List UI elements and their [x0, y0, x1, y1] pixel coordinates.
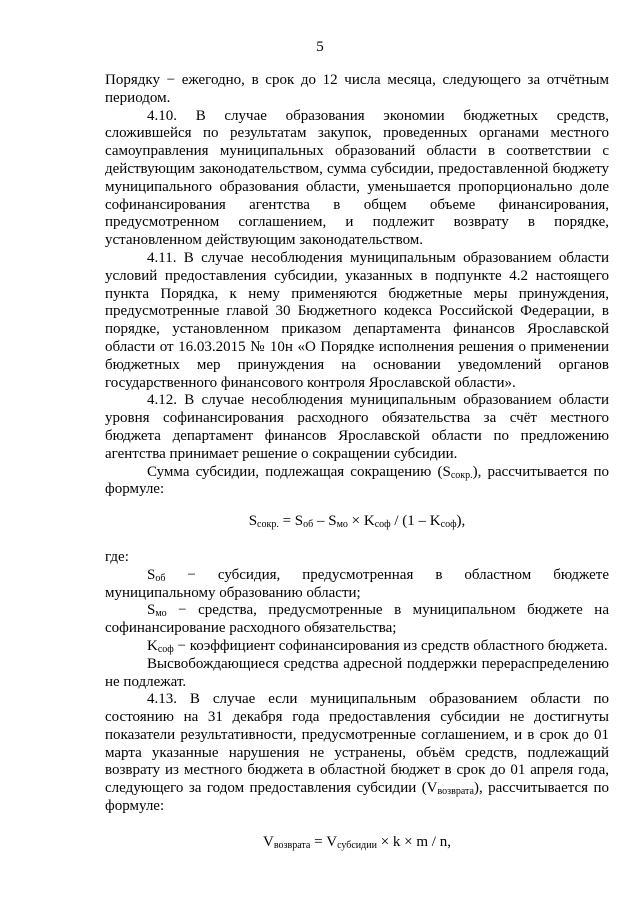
where-label: где: — [105, 548, 129, 565]
subscript: соф — [157, 643, 174, 655]
subscript: об — [155, 572, 166, 584]
text-run: ), рассчитывается по формуле: — [105, 463, 609, 498]
formula-term: V — [263, 833, 274, 850]
paragraph-reduction-sum — [105, 464, 609, 500]
subscript: возврата — [437, 786, 474, 798]
formula-reduction — [105, 513, 609, 531]
subscript: субсидии — [337, 839, 377, 851]
text-run: Сумма субсидии, подлежащая сокращению (S — [147, 463, 451, 480]
definition-s-ob — [105, 567, 609, 603]
formula-term: = S — [278, 513, 304, 530]
subscript: соф — [440, 519, 457, 531]
subscript: возврата — [273, 839, 311, 851]
subscript: сокр. — [450, 469, 473, 481]
definition-text: − средства, предусмотренные в муниципальном бюджете на софинансирование расходного обязательства; — [105, 602, 609, 637]
paragraph-4-11: 4.11. В случае несоблюдения муниципальным образованием области условий предоставления субсидии, указанных в подпункте 4.2 настоящего пункта Порядка, к нему применяются бюджетные меры принуждения, предусмотренные главой 30 Бюджетного кодекса Российской Федерации, в порядке, установленном приказом департамента финансов Ярославской области от 16.03.2015 № 10н «О Порядке исполнения решения о применении бюджетных мер принуждения на основании уведомлений органов государственного финансового контроля Ярославской области». — [105, 249, 609, 391]
formula-term: × K — [347, 513, 375, 530]
subscript: соф — [374, 519, 391, 531]
subscript: сокр. — [257, 519, 279, 531]
text-run: 4.13. В случае если муниципальным образованием области по состоянию на 31 декабря года предоставления субсидии не достигнуты показатели результативности, предусмотренные соглашением, и в срок до 01 марта указанные нарушения не устранены, объём средств, подлежащий возврату из местного бюджета в областной бюджет в срок до 01 апреля года, следующего за годом предоставления субсидии (V — [105, 691, 609, 797]
paragraph-4-10: 4.10. В случае образования экономии бюджетных средств, сложившейся по результатам закупок, проведенных органами местного самоуправления муниципальных образований области в соответствии с действующим законодательством, сумма субсидии, предоставленной бюджету муниципального образования области, уменьшается пропорционально доле софинансирования агентства в общем объеме финансирования, предусмотренном соглашением, и подлежит возврату в порядке, установленном действующим законодательством. — [105, 107, 609, 249]
formula-term: = V — [310, 833, 338, 850]
text-run: ), рассчитывается по формуле: — [105, 780, 609, 815]
paragraph-continuation: Порядку − ежегодно, в срок до 12 числа месяца, следующего за отчётным периодом. — [105, 72, 609, 106]
formula-term: ), — [456, 513, 466, 530]
formula-term: – S — [313, 513, 337, 530]
definition-k-sof — [105, 638, 609, 656]
subscript: об — [303, 519, 314, 531]
formula-term: × k × m / n, — [376, 833, 451, 850]
paragraph-released-funds: Высвобождающиеся средства адресной поддержки перераспределению не подлежат. — [105, 655, 609, 690]
symbol: K — [147, 637, 158, 654]
formula-term: S — [248, 513, 258, 530]
symbol: S — [147, 602, 156, 619]
subscript: мо — [155, 608, 167, 620]
formula-term: / (1 – K — [390, 513, 441, 530]
definition-s-mo — [105, 602, 609, 638]
paragraph-4-12: 4.12. В случае несоблюдения муниципальным образованием области уровня софинансирования расходного обязательства за счёт местного бюджета департамент финансов Ярославской области по предложению агентства принимает решение о сокращении субсидии. — [105, 392, 609, 462]
definition-text: − коэффициент софинансирования из средств областного бюджета. — [173, 637, 608, 654]
document-body — [105, 72, 609, 870]
subscript: мо — [336, 519, 348, 531]
symbol: S — [147, 566, 156, 583]
formula-return — [105, 834, 609, 852]
page-number: 5 — [316, 39, 324, 55]
paragraph-4-13 — [105, 691, 609, 816]
definition-text: − субсидия, предусмотренная в областном бюджете муниципальному образованию области; — [105, 566, 609, 601]
